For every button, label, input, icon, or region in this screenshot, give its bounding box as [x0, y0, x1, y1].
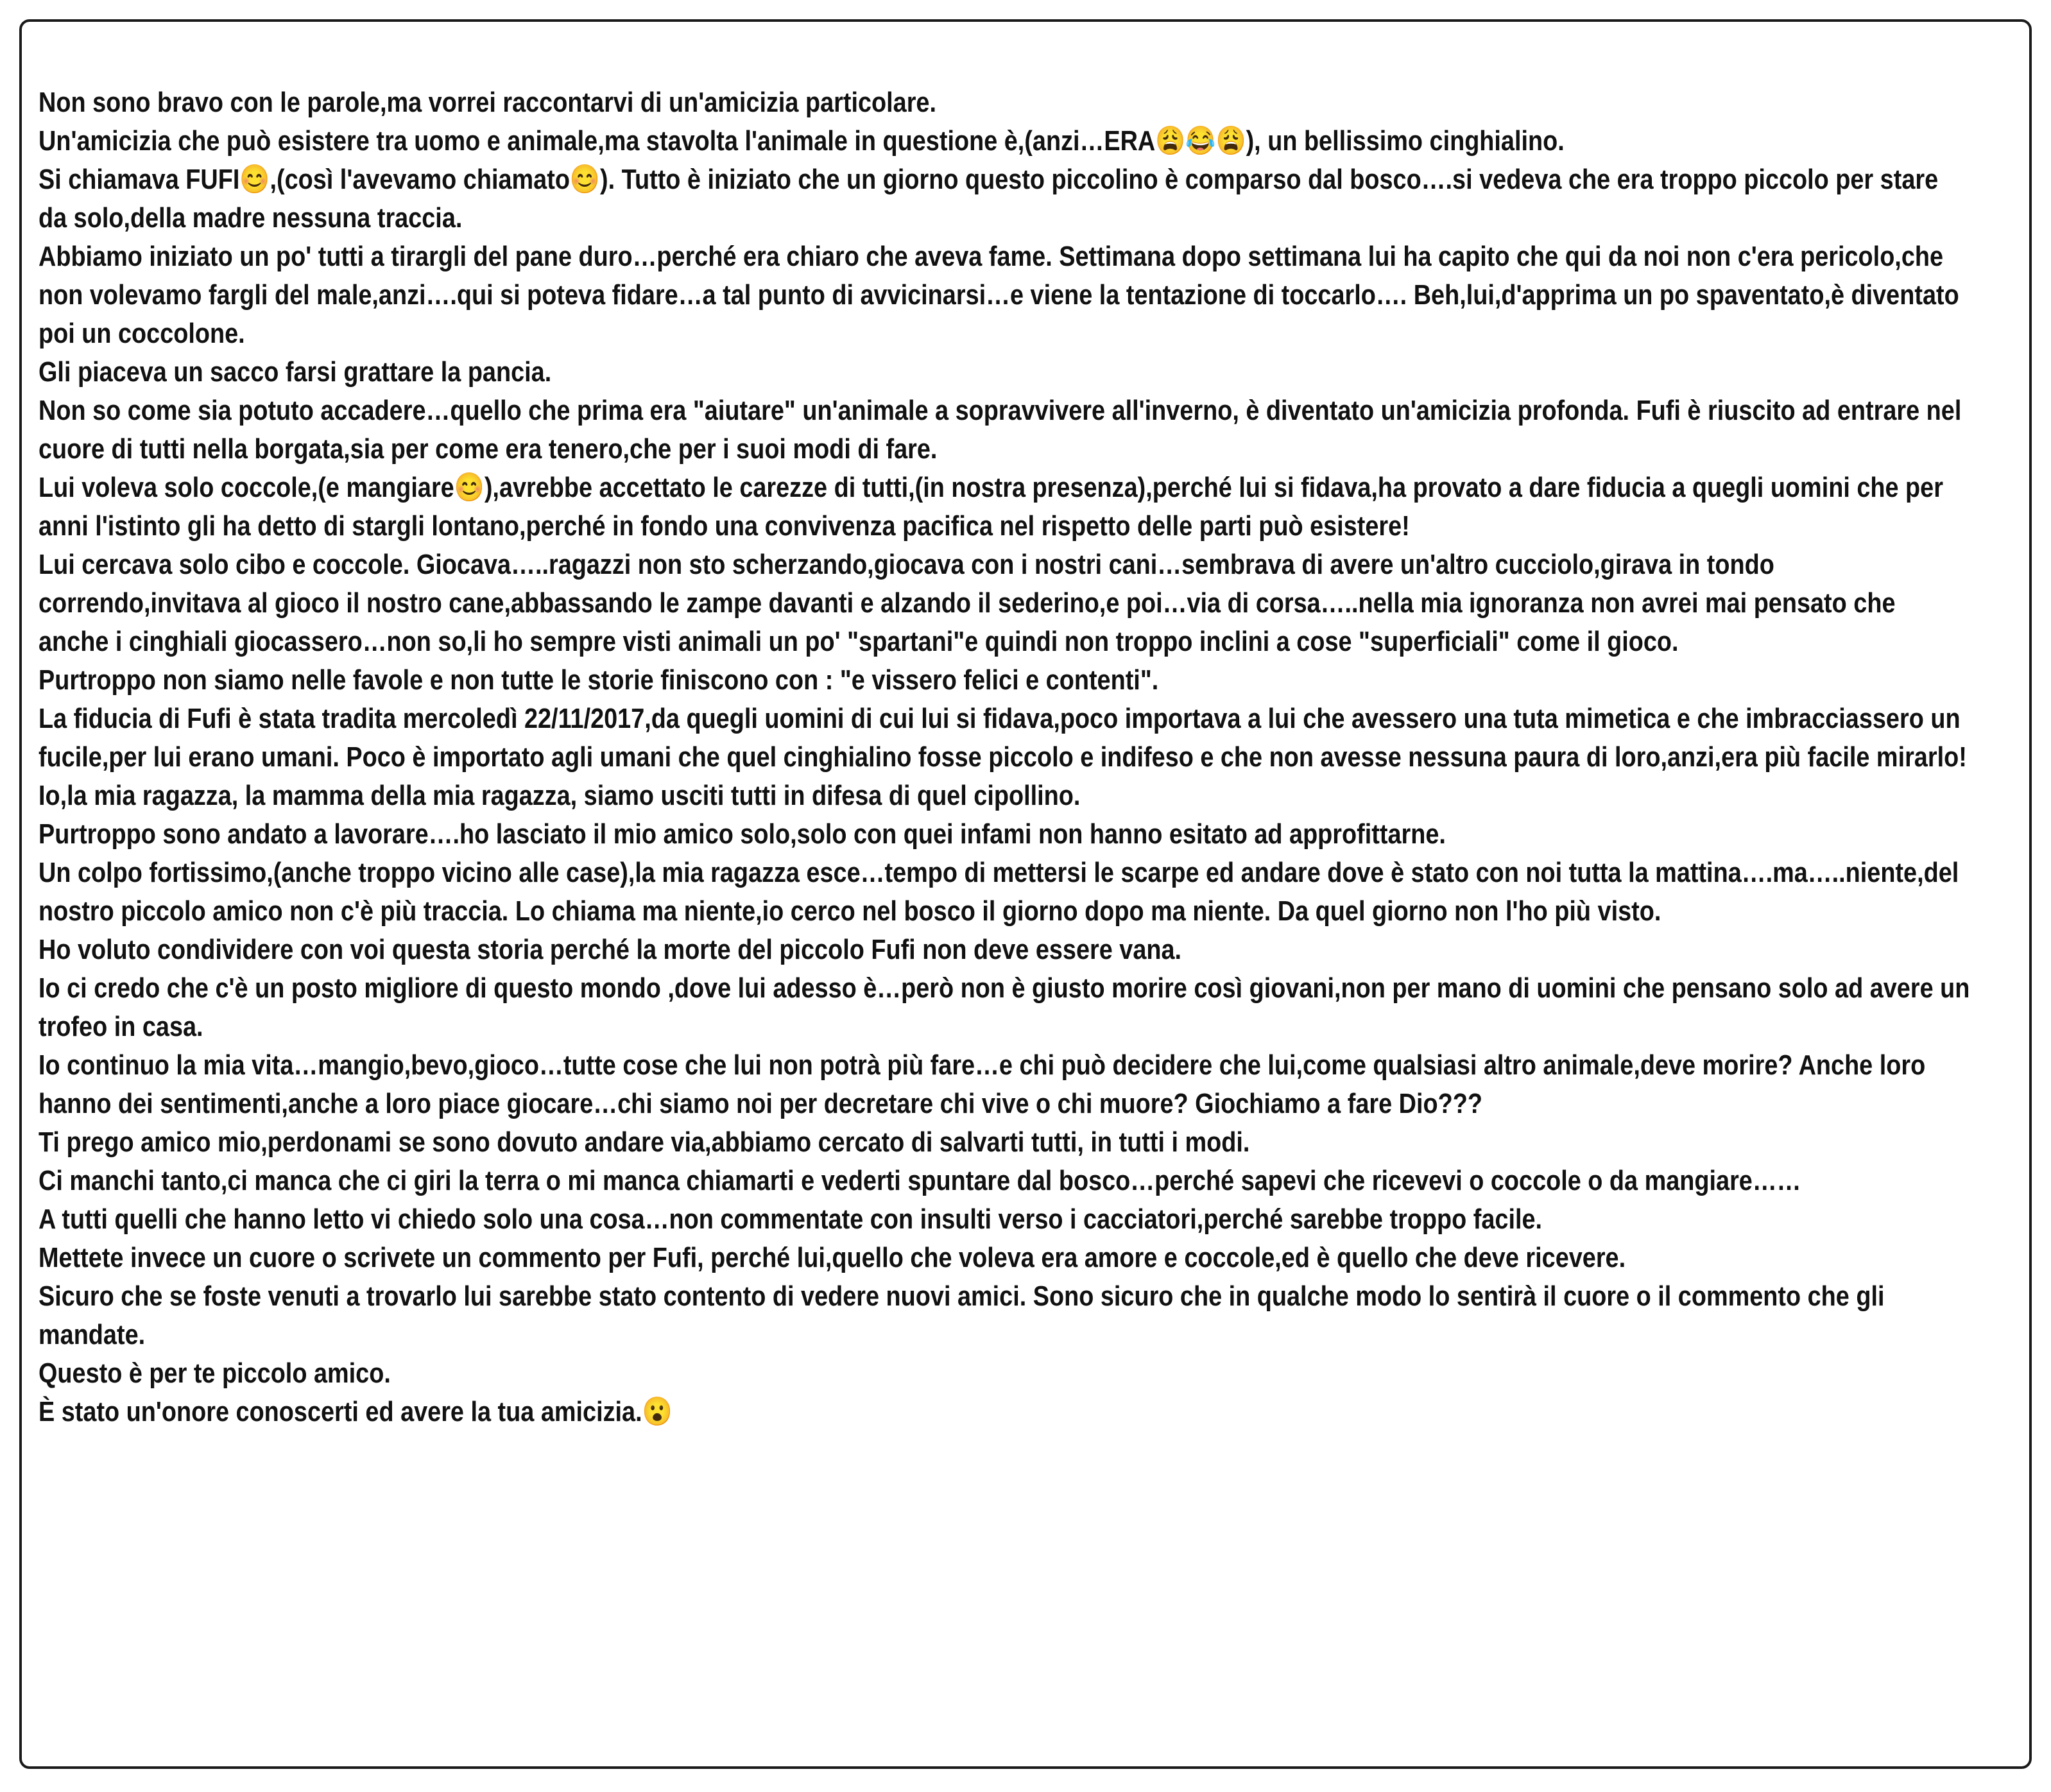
paragraph-8: Lui cercava solo cibo e coccole. Giocava…..ragazzi non sto scherzando,giocava con i nostri cani…sembrava di avere un'altro cucciolo,girava in tondo correndo,invitava al gioco il nostro cane,abbassando le zampe davanti e alzando il sederino,e poi…via di corsa…..nella mia ignoranza non avrei mai pensato che anche i cinghiali giocassero…non so,li ho sempre visti animali un po' "spartani"e quindi non troppo inclini a cose "superficiali" come il gioco.: [39, 549, 1896, 657]
paragraph-14: Ho voluto condividere con voi questa storia perché la morte del piccolo Fufi non deve essere vana.: [39, 934, 1182, 965]
paragraph-21: Sicuro che se foste venuti a trovarlo lui sarebbe stato contento di vedere nuovi amici. Sono sicuro che in qualche modo lo sentirà il cuore o il commento che gli mandate.: [39, 1280, 1885, 1350]
paragraph-5: Gli piaceva un sacco farsi grattare la pancia.: [39, 356, 552, 388]
paragraph-7: Lui voleva solo coccole,(e mangiare😊),avrebbe accettato le carezze di tutti,(in nostra presenza),perché lui si fidava,ha provato a dare fiducia a quegli uomini che per anni l'istinto gli ha detto di stargli lontano,perché in fondo una convivenza pacifica nel rispetto delle parti può esistere!: [39, 472, 1943, 542]
paragraph-9: Purtroppo non siamo nelle favole e non tutte le storie finiscono con : "e vissero felici e contenti".: [39, 664, 1159, 696]
paragraph-2: Un'amicizia che può esistere tra uomo e animale,ma stavolta l'animale in questione è,(anzi…ERA😩😂😩), un bellissimo cinghialino.: [39, 125, 1565, 157]
paragraph-11: Io,la mia ragazza, la mamma della mia ragazza, siamo usciti tutti in difesa di quel cipollino.: [39, 780, 1081, 811]
paragraph-15: Io ci credo che c'è un posto migliore di questo mondo ,dove lui adesso è…però non è giusto morire così giovani,non per mano di uomini che pensano solo ad avere un trofeo in casa.: [39, 972, 1970, 1042]
paragraph-1: Non sono bravo con le parole,ma vorrei raccontarvi di un'amicizia particolare.: [39, 87, 936, 118]
paragraph-12: Purtroppo sono andato a lavorare….ho lasciato il mio amico solo,solo con quei infami non hanno esitato ad approfittarne.: [39, 818, 1446, 850]
paragraph-3: Si chiamava FUFI😊,(così l'avevamo chiamato😊). Tutto è iniziato che un giorno questo piccolino è comparso dal bosco….si vedeva che era troppo piccolo per stare da solo,della madre nessuna traccia.: [39, 164, 1939, 234]
paragraph-22: Questo è per te piccolo amico.: [39, 1357, 391, 1389]
paragraph-16: Io continuo la mia vita…mangio,bevo,gioco…tutte cose che lui non potrà più fare…e chi può decidere che lui,come qualsiasi altro animale,deve morire? Anche loro hanno dei sentimenti,anche a loro piace giocare…chi siamo noi per decretare chi vive o chi muore? Giochiamo a fare Dio???: [39, 1049, 1926, 1119]
paragraph-19: A tutti quelli che hanno letto vi chiedo solo una cosa…non commentate con insulti verso i cacciatori,perché sarebbe troppo facile.: [39, 1203, 1543, 1235]
paragraph-6: Non so come sia potuto accadere…quello che prima era "aiutare" un'animale a sopravvivere all'inverno, è diventato un'amicizia profonda. Fufi è riuscito ad entrare nel cuore di tutti nella borgata,sia per come era tenero,che per i suoi modi di fare.: [39, 395, 1962, 465]
paragraph-18: Ci manchi tanto,ci manca che ci giri la terra o mi manca chiamarti e vederti spuntare dal bosco…perché sapevi che ricevevi o coccole o da mangiare……: [39, 1165, 1801, 1196]
paragraph-13: Un colpo fortissimo,(anche troppo vicino alle case),la mia ragazza esce…tempo di mettersi le scarpe ed andare dove è stato con noi tutta la mattina….ma…..niente,del nostro piccolo amico non c'è più traccia. Lo chiama ma niente,io cerco nel bosco il giorno dopo ma niente. Da quel giorno non l'ho più visto.: [39, 857, 1959, 927]
post-body: [39, 83, 1970, 1431]
paragraph-23: È stato un'onore conoscerti ed avere la tua amicizia.😮: [39, 1396, 673, 1427]
paragraph-4: Abbiamo iniziato un po' tutti a tirargli del pane duro…perché era chiaro che aveva fame. Settimana dopo settimana lui ha capito che qui da noi non c'era pericolo,che non volevamo fargli del male,anzi….qui si poteva fidare…a tal punto di avvicinarsi…e viene la tentazione di toccarlo…. Beh,lui,d'apprima un po spaventato,è diventato poi un coccolone.: [39, 241, 1959, 349]
paragraph-20: Mettete invece un cuore o scrivete un commento per Fufi, perché lui,quello che voleva era amore e coccole,ed è quello che deve ricevere.: [39, 1242, 1626, 1273]
paragraph-10: La fiducia di Fufi è stata tradita mercoledì 22/11/2017,da quegli uomini di cui lui si fidava,poco importava a lui che avessero una tuta mimetica e che imbracciassero un fucile,per lui erano umani. Poco è importato agli umani che quel cinghialino fosse piccolo e indifeso e che non avesse nessuna paura di loro,anzi,era più facile mirarlo!: [39, 703, 1967, 773]
paragraph-17: Ti prego amico mio,perdonami se sono dovuto andare via,abbiamo cercato di salvarti tutti, in tutti i modi.: [39, 1126, 1250, 1158]
